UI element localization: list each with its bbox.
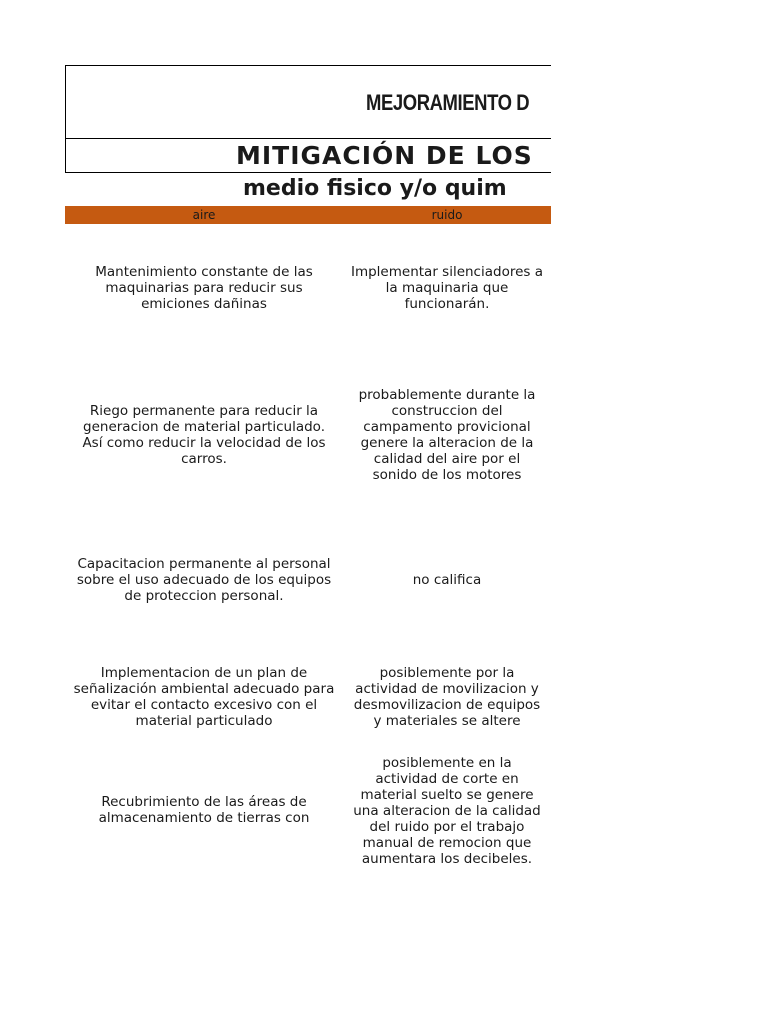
cell-ruido-row-4: posiblemente por la actividad de movilizacion y desmovilizacion de equipos y materiales se altere <box>353 665 541 729</box>
project-title: MEJORAMIENTO D <box>366 90 530 115</box>
cell-ruido-row-5: posiblemente en la actividad de corte en material suelto se genere una alteracion de la calidad del ruido por el trabajo manual de remocion que aumentara los decibeles. <box>353 755 541 867</box>
cell-ruido-row-2: probablemente durante la construccion del campamento provicional genere la alteracion de la calidad del aire por el sonido de los motores <box>358 387 536 483</box>
cell-ruido-row-1: Implementar silenciadores a la maquinaria que funcionarán. <box>350 264 543 312</box>
cell-aire-row-4: Implementacion de un plan de señalización ambiental adecuado para evitar el contacto excesivo con el material particulado <box>73 665 335 729</box>
column-header-bar <box>65 206 551 224</box>
column-header-ruido: ruido <box>431 208 463 222</box>
section-title: MITIGACIÓN DE LOS <box>236 141 533 170</box>
cell-aire-row-1: Mantenimiento constante de las maquinarias para reducir sus emiciones dañinas <box>95 264 313 312</box>
page-clip-area <box>551 0 768 1024</box>
column-header-aire: aire <box>192 208 216 222</box>
cell-aire-row-5: Recubrimiento de las áreas de almacenamiento de tierras con <box>98 794 310 826</box>
subsection-title: medio fisico y/o quim <box>243 176 507 201</box>
title-divider <box>66 138 585 139</box>
cell-aire-row-3: Capacitacion permanente al personal sobre el uso adecuado de los equipos de proteccion personal. <box>76 556 332 604</box>
cell-aire-row-2: Riego permanente para reducir la generacion de material particulado. Así como reducir la velocidad de los carros. <box>82 403 326 467</box>
cell-ruido-row-3: no califica <box>412 572 482 588</box>
